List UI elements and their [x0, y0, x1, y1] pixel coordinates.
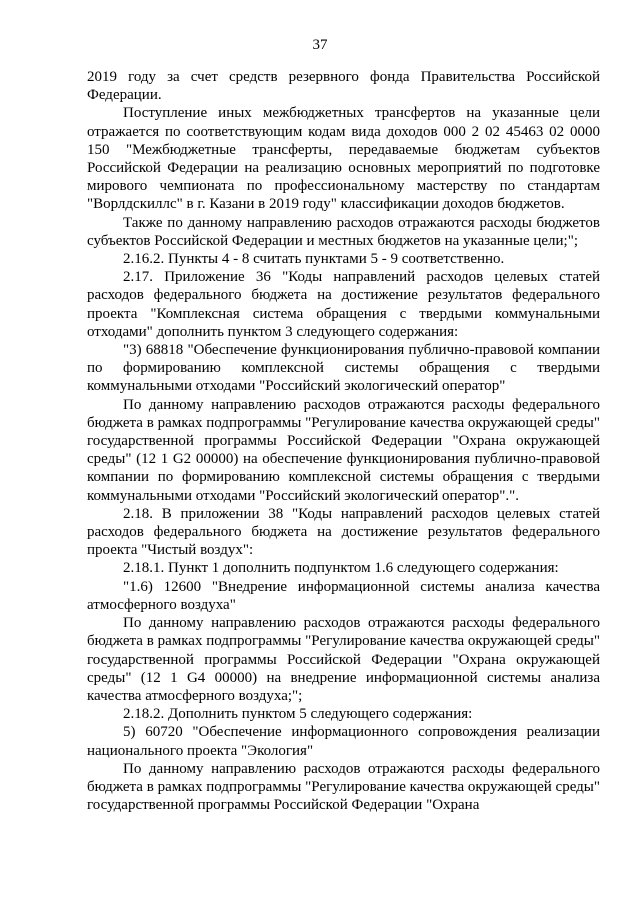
page-number: 37: [312, 37, 328, 53]
paragraph: "3) 68818 "Обеспечение функционирования публично-правовой компании по формированию комплексной системы обращения с твердыми коммунальными отходами "Российский экологический оператор": [87, 342, 600, 395]
paragraph: Поступление иных межбюджетных трансфертов на указанные цели отражается по соответствующим кодам вида доходов 000 2 02 45463 02 0000 150 "Межбюджетные трансферты, передаваемые бюджетам субъектов Российской Федерации на реализацию основных мероприятий по подготовке мирового чемпионата по профессиональному мастерству по стандартам "Ворлдскиллс" в г. Казани в 2019 году" классификации доходов бюджетов.: [87, 105, 600, 213]
paragraph: Также по данному направлению расходов отражаются расходы бюджетов субъектов Российской Федерации и местных бюджетов на указанные цели;";: [87, 214, 600, 249]
paragraph: По данному направлению расходов отражаются расходы федерального бюджета в рамках подпрограммы "Регулирование качества окружающей среды" государственной программы Российской Федерации "Охрана окружающей среды" (12 1 G2 00000) на обеспечение функционирования публично-правовой компании по формированию комплексной системы обращения с твердыми коммунальными отходами "Российский экологический оператор".".: [87, 396, 600, 504]
paragraph: 2.18.2. Дополнить пунктом 5 следующего содержания:: [123, 706, 473, 723]
paragraph: По данному направлению расходов отражаются расходы федерального бюджета в рамках подпрограммы "Регулирование качества окружающей среды" государственной программы Российской Федерации "Охрана окружающей среды" (12 1 G4 00000) на внедрение информационной системы анализа качества атмосферного воздуха;";: [87, 615, 600, 704]
paragraph: 2.18. В приложении 38 "Коды направлений расходов целевых статей расходов федерального бюджета на достижение результатов федерального проекта "Чистый воздух":: [87, 505, 600, 559]
paragraph: 2.16.2. Пункты 4 - 8 считать пунктами 5 - 9 соответственно.: [123, 251, 505, 268]
paragraph: "1.6) 12600 "Внедрение информационной системы анализа качества атмосферного воздуха": [87, 578, 600, 613]
paragraph: 2019 году за счет средств резервного фонда Правительства Российской Федерации.: [87, 69, 600, 104]
paragraph: По данному направлению расходов отражаются расходы федерального бюджета в рамках подпрограммы "Регулирование качества окружающей среды" государственной программы Российской Федерации "Охрана: [87, 760, 600, 814]
paragraph: 2.18.1. Пункт 1 дополнить подпунктом 1.6 следующего содержания:: [123, 560, 559, 577]
paragraph: 2.17. Приложение 36 "Коды направлений расходов целевых статей расходов федерального бюджета на достижение результатов федерального проекта "Комплексная система обращения с твердыми коммунальными отходами" дополнить пунктом 3 следующего содержания:: [87, 269, 600, 340]
paragraph: 5) 60720 "Обеспечение информационного сопровождения реализации национального проекта "Экология": [87, 724, 600, 759]
document-body: [87, 68, 600, 814]
